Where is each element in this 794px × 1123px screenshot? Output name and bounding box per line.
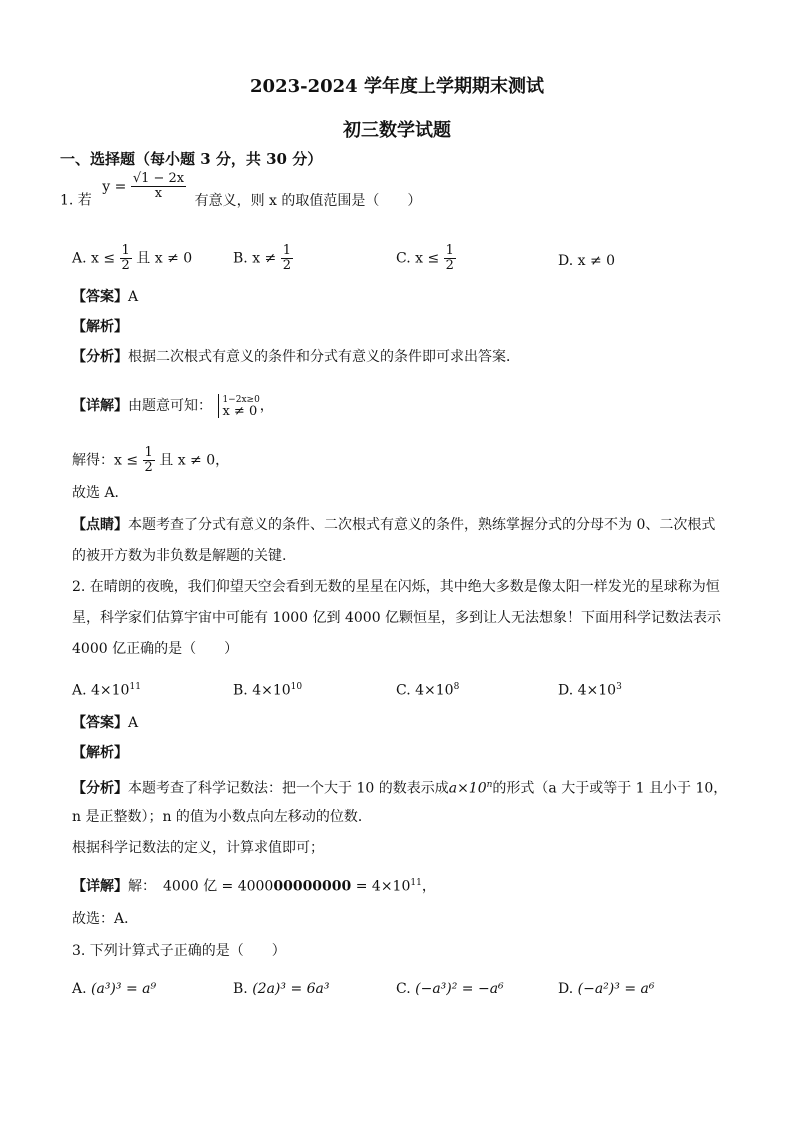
frac-den: 2 — [445, 258, 454, 273]
q1-option-d — [558, 252, 615, 270]
q2-jiexi: 【解析】 — [72, 745, 128, 761]
frac-den: 2 — [144, 460, 153, 475]
jiede-pre: 解得：x ≤ — [72, 452, 139, 469]
option-label: D. — [558, 981, 574, 997]
frac-num: 1 — [445, 243, 454, 258]
frac-num: 1 — [121, 243, 130, 258]
fenxi-text: 根据二次根式有意义的条件和分式有意义的条件即可求出答案． — [128, 349, 520, 365]
xiangjie-tag: 【详解】 — [72, 398, 128, 414]
system-line-2: x ≠ 0 — [222, 404, 258, 419]
q1-option-c-label: C. — [396, 250, 411, 267]
q1-jiexi: 【解析】 — [72, 319, 128, 335]
xiangjie-tag: 【详解】 — [72, 878, 128, 895]
q1-stem — [60, 171, 422, 215]
option-base: 4×10 — [91, 682, 130, 699]
q2-fenxi-2: n 是正整数）；n 的值为小数点向左移动的位数． — [72, 809, 372, 825]
frac-num: 1 — [144, 445, 153, 460]
q1-dianjing-2: 的被开方数为非负数是解题的关键. — [72, 548, 287, 564]
q1-frac-den: x — [154, 186, 163, 201]
frac-num: 1 — [282, 243, 292, 258]
option-label: A. — [72, 981, 87, 997]
option-label: C. — [396, 682, 411, 699]
fenxi-sci-exp: n — [486, 780, 493, 790]
frac-den: 2 — [121, 258, 130, 273]
q3-option-b — [233, 980, 330, 998]
q1-option-a-pre: x ≤ — [91, 250, 116, 267]
fenxi-tag: 【分析】 — [72, 349, 128, 365]
q3-option-d — [558, 980, 654, 998]
q3-stem: 3. 下列计算式子正确的是（ ） — [72, 943, 286, 959]
q1-y-label: y = — [102, 178, 127, 195]
option-label: B. — [233, 981, 248, 997]
option-label: B. — [233, 682, 248, 699]
xiangjie-zeros: 00000000 — [273, 878, 352, 895]
q1-option-d-label: D. — [558, 253, 574, 269]
option-text: (2a)³ = 6a³ — [252, 981, 330, 997]
option-exp: 3 — [616, 682, 622, 692]
option-base: 4×10 — [415, 682, 454, 699]
q2-option-a — [72, 678, 141, 700]
option-exp: 8 — [453, 682, 460, 692]
q1-xiangjie — [72, 394, 274, 418]
q1-option-b-frac — [281, 244, 293, 273]
q1-option-c — [396, 244, 456, 273]
option-exp: 11 — [129, 682, 141, 692]
q2-stem-2: 星，科学家们估算宇宙中可能有 1000 亿到 4000 亿颗恒星，多到让人无法想象！下面用科学记数法表示 — [72, 610, 722, 626]
q1-option-a-frac — [120, 244, 132, 273]
q2-fenxi-3: 根据科学记数法的定义，计算求值即可； — [72, 840, 324, 856]
jiede-post: 且 x ≠ 0， — [159, 452, 230, 469]
q1-option-b-label: B. — [233, 250, 248, 267]
option-label: C. — [396, 981, 411, 997]
system-line-1: 1−2x≥0 — [222, 395, 260, 405]
fenxi-tag: 【分析】 — [72, 780, 128, 797]
q1-equation-system — [218, 394, 259, 418]
q1-option-a — [72, 244, 192, 273]
option-exp: 10 — [290, 682, 303, 692]
q2-option-d — [558, 678, 622, 700]
q1-option-b-pre: x ≠ — [252, 250, 277, 267]
q1-stem-post: 有意义，则 x 的取值范围是（ ） — [194, 192, 422, 209]
q1-fraction — [131, 172, 186, 201]
q1-option-a-label: A. — [72, 250, 87, 267]
xiangjie-exp: 11 — [410, 878, 422, 888]
q3-option-a — [72, 980, 156, 998]
option-text: (a³)³ = a⁹ — [91, 981, 157, 997]
fenxi-text-a: 本题考查了科学记数法：把一个大于 10 的数表示成 — [128, 780, 449, 797]
q2-option-b — [233, 678, 302, 700]
q2-fenxi-1 — [72, 776, 727, 798]
q1-dianjing — [72, 516, 715, 534]
q2-xiangjie — [72, 874, 436, 896]
fenxi-sci-base: a×10 — [448, 780, 487, 797]
section-heading: 一、选择题（每小题 3 分，共 30 分） — [60, 150, 323, 168]
q2-option-c — [396, 678, 459, 700]
frac-den: 2 — [282, 258, 292, 273]
option-text: (−a³)² = −a⁶ — [415, 981, 504, 997]
q1-option-b — [233, 244, 293, 273]
jiede-frac — [143, 446, 155, 475]
q1-answer — [72, 288, 138, 306]
exam-title: 2023-2024 学年度上学期期末测试 — [250, 76, 544, 97]
q1-option-c-pre: x ≤ — [415, 250, 440, 267]
answer-tag: 【答案】 — [72, 289, 128, 305]
answer-tag: 【答案】 — [72, 715, 128, 731]
answer-value: A — [128, 289, 139, 305]
option-base: 4×10 — [577, 682, 617, 699]
q1-jiede — [72, 446, 229, 475]
option-base: 4×10 — [252, 682, 291, 699]
xiangjie-text-c: = 4×10 — [351, 878, 411, 895]
xiangjie-text-a: 解： 4000 亿 = 4000 — [128, 878, 274, 895]
option-label: D. — [558, 682, 574, 699]
q1-fenxi — [72, 348, 520, 366]
q3-option-c — [396, 980, 504, 998]
dianjing-tag: 【点睛】 — [72, 517, 128, 533]
fenxi-text-d: 的形式（a 大于或等于 1 且小于 10， — [492, 780, 728, 797]
q1-option-a-post: 且 x ≠ 0 — [136, 250, 193, 267]
q2-answer — [72, 714, 138, 732]
q2-stem-3: 4000 亿正确的是（ ） — [72, 641, 239, 657]
q1-guxuan: 故选 A． — [72, 485, 129, 501]
option-label: A. — [72, 682, 87, 699]
exam-subtitle: 初三数学试题 — [343, 120, 451, 141]
xiangjie-tail: ， — [421, 878, 436, 895]
q1-stem-pre: 1. 若 — [60, 192, 92, 209]
option-text: (−a²)³ = a⁶ — [577, 981, 655, 997]
answer-value: A — [128, 715, 139, 731]
dianjing-text-1: 本题考查了分式有意义的条件、二次根式有意义的条件，熟练掌握分式的分母不为 0、二次根式 — [128, 517, 716, 533]
q2-guxuan: 故选：A． — [72, 911, 139, 927]
system-tail: ， — [259, 398, 274, 414]
q1-option-d-text: x ≠ 0 — [577, 253, 616, 269]
q1-frac-num: √1 − 2x — [132, 171, 185, 186]
q2-stem-1: 2. 在晴朗的夜晚，我们仰望天空会看到无数的星星在闪烁，其中绝大多数是像太阳一样发光的星球称为恒 — [72, 579, 720, 595]
q1-option-c-frac — [444, 244, 456, 273]
xiangjie-text: 由题意可知： — [128, 398, 212, 414]
